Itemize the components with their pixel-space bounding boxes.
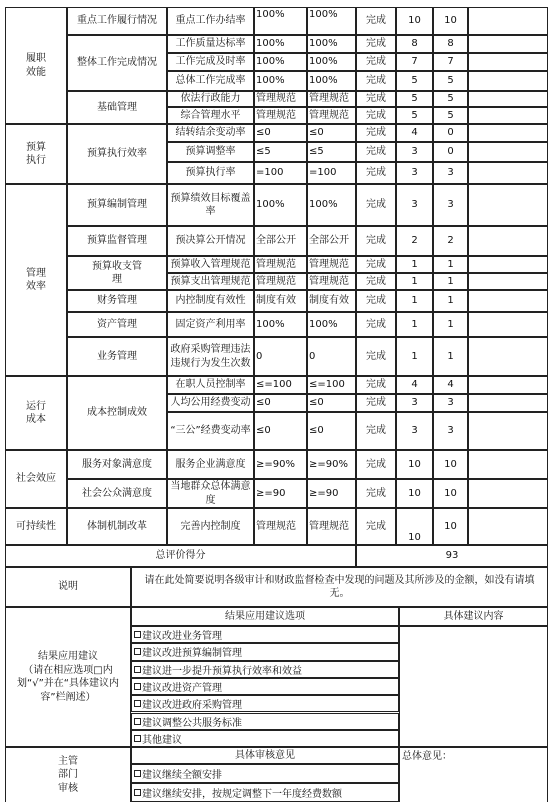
explain-label: 说明 [5, 567, 131, 607]
indicator-actual: ≥=90% [307, 450, 356, 479]
indicator-weight: 8 [396, 35, 433, 53]
indicator-target: 制度有效 [254, 290, 307, 312]
category-kechixu [5, 508, 67, 545]
checkbox-icon[interactable] [134, 700, 141, 707]
indicator-target: ≤0 [254, 394, 307, 412]
suggest-options-header: 结果应用建议选项 [131, 607, 399, 626]
indicator-remark [468, 290, 548, 312]
indicator-remark [468, 394, 548, 412]
indicator-weight: 5 [396, 107, 433, 124]
indicator-name: 在职人员控制率 [167, 376, 254, 394]
indicator-target: 管理规范 [254, 91, 307, 107]
indicator-score: 10 [433, 7, 468, 35]
indicator-name: 依法行政能力 [167, 91, 254, 107]
indicator-weight: 4 [396, 124, 433, 142]
indicator-target: 管理规范 [254, 273, 307, 290]
suggest-option[interactable]: 建议改进业务管理 [131, 626, 399, 643]
checkbox-icon[interactable] [134, 683, 141, 690]
category-lvzhi [5, 7, 67, 124]
indicator-status: 完成 [356, 256, 396, 273]
indicator-target: ≤0 [254, 124, 307, 142]
indicator-actual: 100% [307, 71, 356, 91]
indicator-name: 人均公用经费变动 [167, 394, 254, 412]
indicator-target: 100% [254, 7, 307, 35]
indicator-score: 2 [433, 226, 468, 256]
indicator-weight: 3 [396, 162, 433, 184]
indicator-name: 总体工作完成率 [167, 71, 254, 91]
indicator-weight: 4 [396, 376, 433, 394]
indicator-actual: =100 [307, 162, 356, 184]
indicator-target: 100% [254, 312, 307, 337]
indicator-status: 完成 [356, 226, 396, 256]
indicator-status: 完成 [356, 162, 396, 184]
indicator-status: 完成 [356, 7, 396, 35]
indicator-actual: ≥=90 [307, 479, 356, 508]
indicator-actual: 管理规范 [307, 508, 356, 545]
indicator-actual: 100% [307, 35, 356, 53]
indicator-remark [468, 337, 548, 376]
indicator-status: 完成 [356, 337, 396, 376]
indicator-actual: 管理规范 [307, 107, 356, 124]
indicator-score: 5 [433, 71, 468, 91]
indicator-target: 全部公开 [254, 226, 307, 256]
indicator-actual: 100% [307, 53, 356, 71]
suggest-option[interactable]: 建议调整公共服务标准 [131, 713, 399, 730]
indicator-remark [468, 450, 548, 479]
indicator-actual: ≤5 [307, 142, 356, 162]
indicator-score: 10 [433, 508, 468, 545]
indicator-remark [468, 508, 548, 545]
indicator-target: 管理规范 [254, 508, 307, 545]
indicator-remark [468, 312, 548, 337]
suggest-option[interactable]: 其他建议 [131, 730, 399, 747]
indicator-remark [468, 53, 548, 71]
indicator-remark [468, 479, 548, 508]
suggest-option[interactable]: 建议进一步提升预算执行效率和效益 [131, 661, 399, 678]
indicator-weight: 1 [396, 337, 433, 376]
checkbox-icon[interactable] [134, 718, 141, 725]
indicator-score: 3 [433, 394, 468, 412]
indicator-score: 4 [433, 376, 468, 394]
indicator-target: 管理规范 [254, 107, 307, 124]
indicator-status: 完成 [356, 124, 396, 142]
subcategory-cell: 预算编制管理 [67, 184, 167, 226]
indicator-weight: 5 [396, 71, 433, 91]
indicator-name: 完善内控制度 [167, 508, 254, 545]
indicator-status: 完成 [356, 394, 396, 412]
indicator-target: ≤5 [254, 142, 307, 162]
indicator-status: 完成 [356, 184, 396, 226]
category-label: 可持续性 [16, 520, 56, 532]
category-label: 社会效应 [16, 473, 56, 485]
indicator-remark [468, 71, 548, 91]
indicator-status: 完成 [356, 508, 396, 545]
indicator-weight: 2 [396, 226, 433, 256]
indicator-target: 100% [254, 53, 307, 71]
subcategory-cell: 社会公众满意度 [67, 479, 167, 508]
suggest-option[interactable]: 建议改进资产管理 [131, 678, 399, 695]
indicator-target: 0 [254, 337, 307, 376]
indicator-score: 1 [433, 312, 468, 337]
suggest-label: 结果应用建议 （请在相应选项□内划“√”并在“具体建议内容”栏阐述） [5, 607, 131, 747]
checkbox-icon[interactable] [134, 735, 141, 742]
subcategory-cell: 整体工作完成情况 [67, 35, 167, 91]
indicator-actual: 100% [307, 184, 356, 226]
subcategory-cell: 重点工作履行情况 [67, 7, 167, 35]
indicator-status: 完成 [356, 312, 396, 337]
indicator-actual: 制度有效 [307, 290, 356, 312]
indicator-name: 重点工作办结率 [167, 7, 254, 35]
indicator-name: 当地群众总体满意度 [167, 479, 254, 508]
indicator-target: 100% [254, 71, 307, 91]
subcategory-cell: 业务管理 [67, 337, 167, 376]
indicator-score: 5 [433, 91, 468, 107]
review-option[interactable]: 建议继续安排，按规定调整下一年度经费数额 [131, 783, 399, 802]
subcategory-cell: 财务管理 [67, 290, 167, 312]
indicator-status: 完成 [356, 142, 396, 162]
subcategory-cell: 资产管理 [67, 312, 167, 337]
checkbox-icon[interactable] [134, 666, 141, 673]
indicator-remark [468, 226, 548, 256]
review-option[interactable]: 建议继续全额安排 [131, 764, 399, 783]
indicator-name: “三公”经费变动率 [167, 412, 254, 450]
indicator-status: 完成 [356, 412, 396, 450]
total-score: 93 [356, 545, 548, 567]
indicator-name: 服务企业满意度 [167, 450, 254, 479]
indicator-status: 完成 [356, 53, 396, 71]
category-yunxing [5, 376, 67, 450]
indicator-remark [468, 256, 548, 273]
indicator-actual: ≤=100 [307, 376, 356, 394]
indicator-score: 1 [433, 273, 468, 290]
total-label-cell: 总评价得分 [5, 545, 356, 567]
indicator-weight: 5 [396, 91, 433, 107]
category-yusuan [5, 124, 67, 184]
indicator-name: 内控制度有效性 [167, 290, 254, 312]
indicator-weight: 1 [396, 290, 433, 312]
indicator-target: ≥=90% [254, 450, 307, 479]
indicator-actual: 全部公开 [307, 226, 356, 256]
category-guanli [5, 184, 67, 376]
checkbox-icon[interactable] [134, 789, 141, 796]
indicator-name: 固定资产利用率 [167, 312, 254, 337]
indicator-weight: 1 [396, 273, 433, 290]
indicator-name: 政府采购管理违法违规行为发生次数 [167, 337, 254, 376]
subcategory-cell: 体制机制改革 [67, 508, 167, 545]
indicator-name: 预算收入管理规范 [167, 256, 254, 273]
category-label: 预算执行 [26, 141, 46, 166]
indicator-actual: 100% [307, 312, 356, 337]
explain-text: 请在此处简要说明各级审计和财政监督检查中发现的问题及其所涉及的金额，如没有请填无。 [131, 567, 548, 607]
suggest-option[interactable]: 建议改进预算编制管理 [131, 643, 399, 660]
indicator-target: 管理规范 [254, 256, 307, 273]
indicator-weight: 10 [396, 7, 433, 35]
indicator-target: 100% [254, 184, 307, 226]
indicator-score: 1 [433, 290, 468, 312]
indicator-status: 完成 [356, 91, 396, 107]
review-opinion-header: 具体审核意见 [131, 747, 399, 764]
subcategory-cell: 预算收支管理 [67, 256, 167, 290]
indicator-target: 100% [254, 35, 307, 53]
indicator-score: 10 [433, 450, 468, 479]
review-overall-field[interactable]: 总体意见： [399, 747, 548, 802]
indicator-weight: 3 [396, 394, 433, 412]
indicator-actual: 管理规范 [307, 256, 356, 273]
indicator-score: 7 [433, 53, 468, 71]
indicator-actual: 100% [307, 7, 356, 35]
indicator-status: 完成 [356, 376, 396, 394]
indicator-weight: 10 [396, 508, 433, 545]
indicator-score: 1 [433, 256, 468, 273]
indicator-score: 5 [433, 107, 468, 124]
indicator-actual: 管理规范 [307, 91, 356, 107]
indicator-name: 预算执行率 [167, 162, 254, 184]
indicator-score: 0 [433, 142, 468, 162]
indicator-target: ≤=100 [254, 376, 307, 394]
subcategory-cell: 基础管理 [67, 91, 167, 124]
indicator-name: 预算调整率 [167, 142, 254, 162]
category-shehui [5, 450, 67, 508]
indicator-score: 0 [433, 124, 468, 142]
indicator-remark [468, 91, 548, 107]
indicator-status: 完成 [356, 71, 396, 91]
indicator-actual: ≤0 [307, 412, 356, 450]
indicator-target: ≥=90 [254, 479, 307, 508]
indicator-remark [468, 184, 548, 226]
indicator-name: 预算绩效目标覆盖率 [167, 184, 254, 226]
indicator-remark [468, 376, 548, 394]
indicator-actual: 管理规范 [307, 273, 356, 290]
category-label: 运行成本 [26, 400, 46, 425]
checkbox-icon[interactable] [134, 770, 141, 777]
indicator-remark [468, 124, 548, 142]
subcategory-cell: 服务对象满意度 [67, 450, 167, 479]
indicator-name: 综合管理水平 [167, 107, 254, 124]
suggest-content-header: 具体建议内容 [399, 607, 548, 626]
indicator-weight: 1 [396, 256, 433, 273]
indicator-name: 结转结余变动率 [167, 124, 254, 142]
indicator-remark [468, 412, 548, 450]
subcategory-cell: 预算监督管理 [67, 226, 167, 256]
category-label: 履职效能 [26, 53, 46, 78]
indicator-target: =100 [254, 162, 307, 184]
indicator-target: ≤0 [254, 412, 307, 450]
indicator-status: 完成 [356, 290, 396, 312]
indicator-name: 预决算公开情况 [167, 226, 254, 256]
review-label: 主管部门审核 [5, 747, 131, 802]
suggest-option[interactable]: 建议改进政府采购管理 [131, 695, 399, 712]
indicator-score: 8 [433, 35, 468, 53]
suggest-content-field[interactable] [399, 626, 548, 747]
indicator-weight: 1 [396, 312, 433, 337]
indicator-remark [468, 273, 548, 290]
indicator-actual: 0 [307, 337, 356, 376]
indicator-name: 预算支出管理规范 [167, 273, 254, 290]
indicator-status: 完成 [356, 107, 396, 124]
indicator-weight: 3 [396, 184, 433, 226]
indicator-status: 完成 [356, 35, 396, 53]
indicator-remark [468, 142, 548, 162]
checkbox-icon[interactable] [134, 631, 141, 638]
indicator-status: 完成 [356, 450, 396, 479]
indicator-score: 1 [433, 337, 468, 376]
indicator-weight: 3 [396, 412, 433, 450]
indicator-weight: 7 [396, 53, 433, 71]
indicator-score: 10 [433, 479, 468, 508]
indicator-actual: ≤0 [307, 394, 356, 412]
indicator-score: 3 [433, 184, 468, 226]
indicator-weight: 3 [396, 142, 433, 162]
category-label: 管理效率 [26, 267, 46, 292]
indicator-score: 3 [433, 412, 468, 450]
subcategory-cell: 成本控制成效 [67, 376, 167, 450]
indicator-remark [468, 107, 548, 124]
checkbox-icon[interactable] [134, 648, 141, 655]
indicator-status: 完成 [356, 273, 396, 290]
indicator-name: 工作质量达标率 [167, 35, 254, 53]
indicator-weight: 10 [396, 479, 433, 508]
indicator-weight: 10 [396, 450, 433, 479]
indicator-remark [468, 35, 548, 53]
indicator-remark [468, 162, 548, 184]
indicator-status: 完成 [356, 479, 396, 508]
subcategory-cell: 预算执行效率 [67, 124, 167, 184]
indicator-name: 工作完成及时率 [167, 53, 254, 71]
indicator-remark [468, 7, 548, 35]
indicator-score: 3 [433, 162, 468, 184]
indicator-actual: ≤0 [307, 124, 356, 142]
